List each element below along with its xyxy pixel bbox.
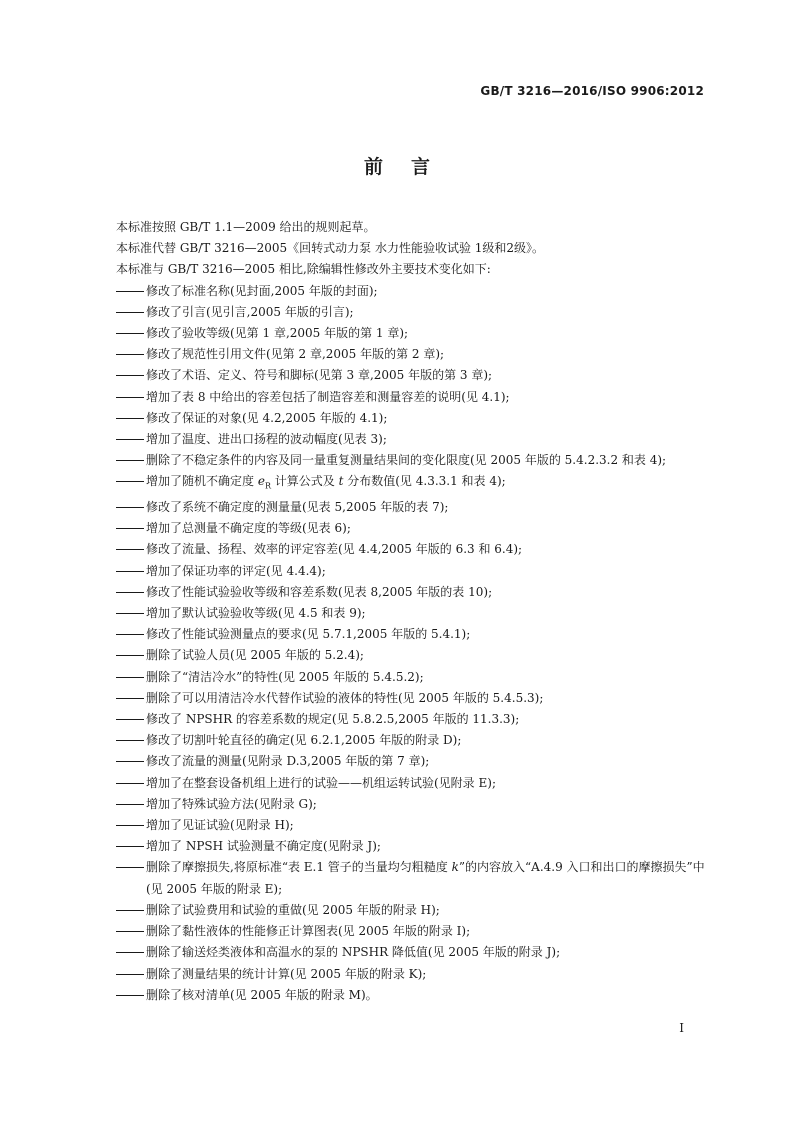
em-dash-bullet — [116, 634, 144, 635]
list-item-text: 修改了引言(见引言,2005 年版的引言); — [146, 304, 354, 319]
list-item-text: 删除了“清洁冷水”的特性(见 2005 年版的 5.4.5.2); — [146, 669, 424, 684]
list-item — [116, 408, 708, 429]
list-item — [116, 323, 708, 344]
em-dash-bullet — [116, 719, 144, 720]
em-dash-bullet — [116, 761, 144, 762]
page-title: 前言 — [363, 156, 458, 178]
list-item — [116, 365, 708, 386]
list-item-text: 增加了默认试验验收等级(见 4.5 和表 9); — [146, 606, 366, 621]
list-item — [116, 942, 708, 963]
list-item-text: 删除了核对清单(见 2005 年版的附录 M)。 — [146, 987, 378, 1002]
list-item-text: 删除了可以用清洁冷水代替作试验的液体的特性(见 2005 年版的 5.4.5.3); — [146, 690, 544, 705]
em-dash-bullet — [116, 507, 144, 508]
em-dash-bullet — [116, 677, 144, 678]
em-dash-bullet — [116, 783, 144, 784]
list-item — [116, 561, 708, 582]
list-item-text: 增加了表 8 中给出的容差包括了制造容差和测量容差的说明(见 4.1); — [146, 389, 510, 404]
list-item — [116, 387, 708, 408]
list-item — [116, 857, 708, 899]
intro-line: 本标准按照 GB/T 1.1—2009 给出的规则起草。 — [116, 220, 376, 234]
list-item-text: 修改了标准名称(见封面,2005 年版的封面); — [146, 283, 378, 298]
em-dash-bullet — [116, 418, 144, 419]
list-item — [116, 624, 708, 645]
list-item — [116, 450, 708, 471]
list-item-text: 删除了测量结果的统计计算(见 2005 年版的附录 K); — [146, 966, 427, 981]
list-item-text: 增加了 NPSH 试验测量不确定度(见附录 J); — [146, 839, 381, 854]
list-item-text: 修改了流量、扬程、效率的评定容差(见 4.4,2005 年版的 6.3 和 6.4); — [146, 542, 523, 557]
list-item-text: 删除了不稳定条件的内容及同一量重复测量结果间的变化限度(见 2005 年版的 5.4.2.3.2 和表 4); — [146, 453, 667, 468]
em-dash-bullet — [116, 825, 144, 826]
em-dash-bullet — [116, 613, 144, 614]
em-dash-bullet — [116, 867, 144, 868]
em-dash-bullet — [116, 740, 144, 741]
list-item-text: 修改了保证的对象(见 4.2,2005 年版的 4.1); — [146, 410, 388, 425]
list-item-text: 增加了见证试验(见附录 H); — [146, 818, 294, 833]
page-number: I — [679, 1021, 684, 1035]
list-item — [116, 302, 708, 323]
list-item-text: 增加了特殊试验方法(见附录 G); — [146, 796, 317, 811]
em-dash-bullet — [116, 312, 144, 313]
list-item — [116, 688, 708, 709]
list-item-text: 删除了摩擦损失,将原标准“表 E.1 管子的当量均匀粗糙度 k”的内容放入“A.4.9 入口和出口的摩擦损失”中(见 2005 年版的附录 E); — [146, 860, 705, 896]
list-item-text: 删除了试验费用和试验的重做(见 2005 年版的附录 H); — [146, 902, 440, 917]
standard-code: GB/T 3216—2016/ISO 9906:2012 — [480, 84, 704, 98]
em-dash-bullet — [116, 592, 144, 593]
list-item-text: 修改了 NPSHR 的容差系数的规定(见 5.8.2.5,2005 年版的 11.3.3); — [146, 712, 520, 727]
list-item — [116, 497, 708, 518]
list-item-text: 删除了试验人员(见 2005 年版的 5.2.4); — [146, 648, 364, 663]
em-dash-bullet — [116, 333, 144, 334]
list-item-text: 修改了性能试验验收等级和容差系数(见表 8,2005 年版的表 10); — [146, 584, 493, 599]
preface-body — [116, 217, 708, 1006]
em-dash-bullet — [116, 931, 144, 932]
em-dash-bullet — [116, 528, 144, 529]
list-item — [116, 539, 708, 560]
intro-line: 本标准代替 GB/T 3216—2005《回转式动力泵 水力性能验收试验 1级和2级》。 — [116, 241, 545, 256]
list-item-text: 删除了黏性液体的性能修正计算图表(见 2005 年版的附录 I); — [146, 924, 471, 939]
list-item — [116, 751, 708, 772]
intro-line: 本标准与 GB/T 3216—2005 相比,除编辑性修改外主要技术变化如下: — [116, 262, 491, 277]
change-list — [116, 281, 708, 1006]
list-item — [116, 985, 708, 1006]
list-item-text: 修改了性能试验测量点的要求(见 5.7.1,2005 年版的 5.4.1); — [146, 627, 471, 642]
list-item-text: 增加了总测量不确定度的等级(见表 6); — [146, 521, 351, 536]
list-item — [116, 518, 708, 539]
em-dash-bullet — [116, 439, 144, 440]
list-item — [116, 709, 708, 730]
list-item — [116, 429, 708, 450]
em-dash-bullet — [116, 397, 144, 398]
list-item — [116, 794, 708, 815]
em-dash-bullet — [116, 571, 144, 572]
list-item-text: 删除了输送烃类液体和高温水的泵的 NPSHR 降低值(见 2005 年版的附录 J); — [146, 945, 561, 960]
list-item-text: 修改了术语、定义、符号和脚标(见第 3 章,2005 年版的第 3 章); — [146, 368, 493, 383]
list-item — [116, 900, 708, 921]
em-dash-bullet — [116, 655, 144, 656]
em-dash-bullet — [116, 846, 144, 847]
list-item-text: 修改了切割叶轮直径的确定(见 6.2.1,2005 年版的附录 D); — [146, 733, 462, 748]
list-item-text: 增加了保证功率的评定(见 4.4.4); — [146, 563, 326, 578]
list-item — [116, 815, 708, 836]
em-dash-bullet — [116, 549, 144, 550]
list-item — [116, 964, 708, 985]
em-dash-bullet — [116, 995, 144, 996]
em-dash-bullet — [116, 481, 144, 482]
em-dash-bullet — [116, 910, 144, 911]
list-item-text: 修改了流量的测量(见附录 D.3,2005 年版的第 7 章); — [146, 754, 430, 769]
list-item — [116, 582, 708, 603]
list-item-text: 增加了随机不确定度 $e_R$ 计算公式及 t 分布数值(见 4.3.3.1 和表 4); — [146, 474, 506, 491]
em-dash-bullet — [116, 375, 144, 376]
list-item — [116, 730, 708, 751]
list-item — [116, 921, 708, 942]
list-item-text: 增加了在整套设备机组上进行的试验——机组运转试验(见附录 E); — [146, 775, 496, 790]
list-item-text: 修改了系统不确定度的测量量(见表 5,2005 年版的表 7); — [146, 500, 449, 515]
list-item-text: 修改了规范性引用文件(见第 2 章,2005 年版的第 2 章); — [146, 347, 445, 362]
em-dash-bullet — [116, 291, 144, 292]
list-item-text: 修改了验收等级(见第 1 章,2005 年版的第 1 章); — [146, 326, 409, 341]
em-dash-bullet — [116, 698, 144, 699]
list-item-text: 增加了温度、进出口扬程的波动幅度(见表 3); — [146, 432, 387, 447]
list-item — [116, 645, 708, 666]
list-item — [116, 344, 708, 365]
list-item — [116, 281, 708, 302]
em-dash-bullet — [116, 804, 144, 805]
em-dash-bullet — [116, 974, 144, 975]
list-item — [116, 773, 708, 794]
list-item — [116, 836, 708, 857]
em-dash-bullet — [116, 952, 144, 953]
list-item — [116, 603, 708, 624]
list-item — [116, 667, 708, 688]
list-item — [116, 471, 708, 497]
em-dash-bullet — [116, 460, 144, 461]
em-dash-bullet — [116, 354, 144, 355]
